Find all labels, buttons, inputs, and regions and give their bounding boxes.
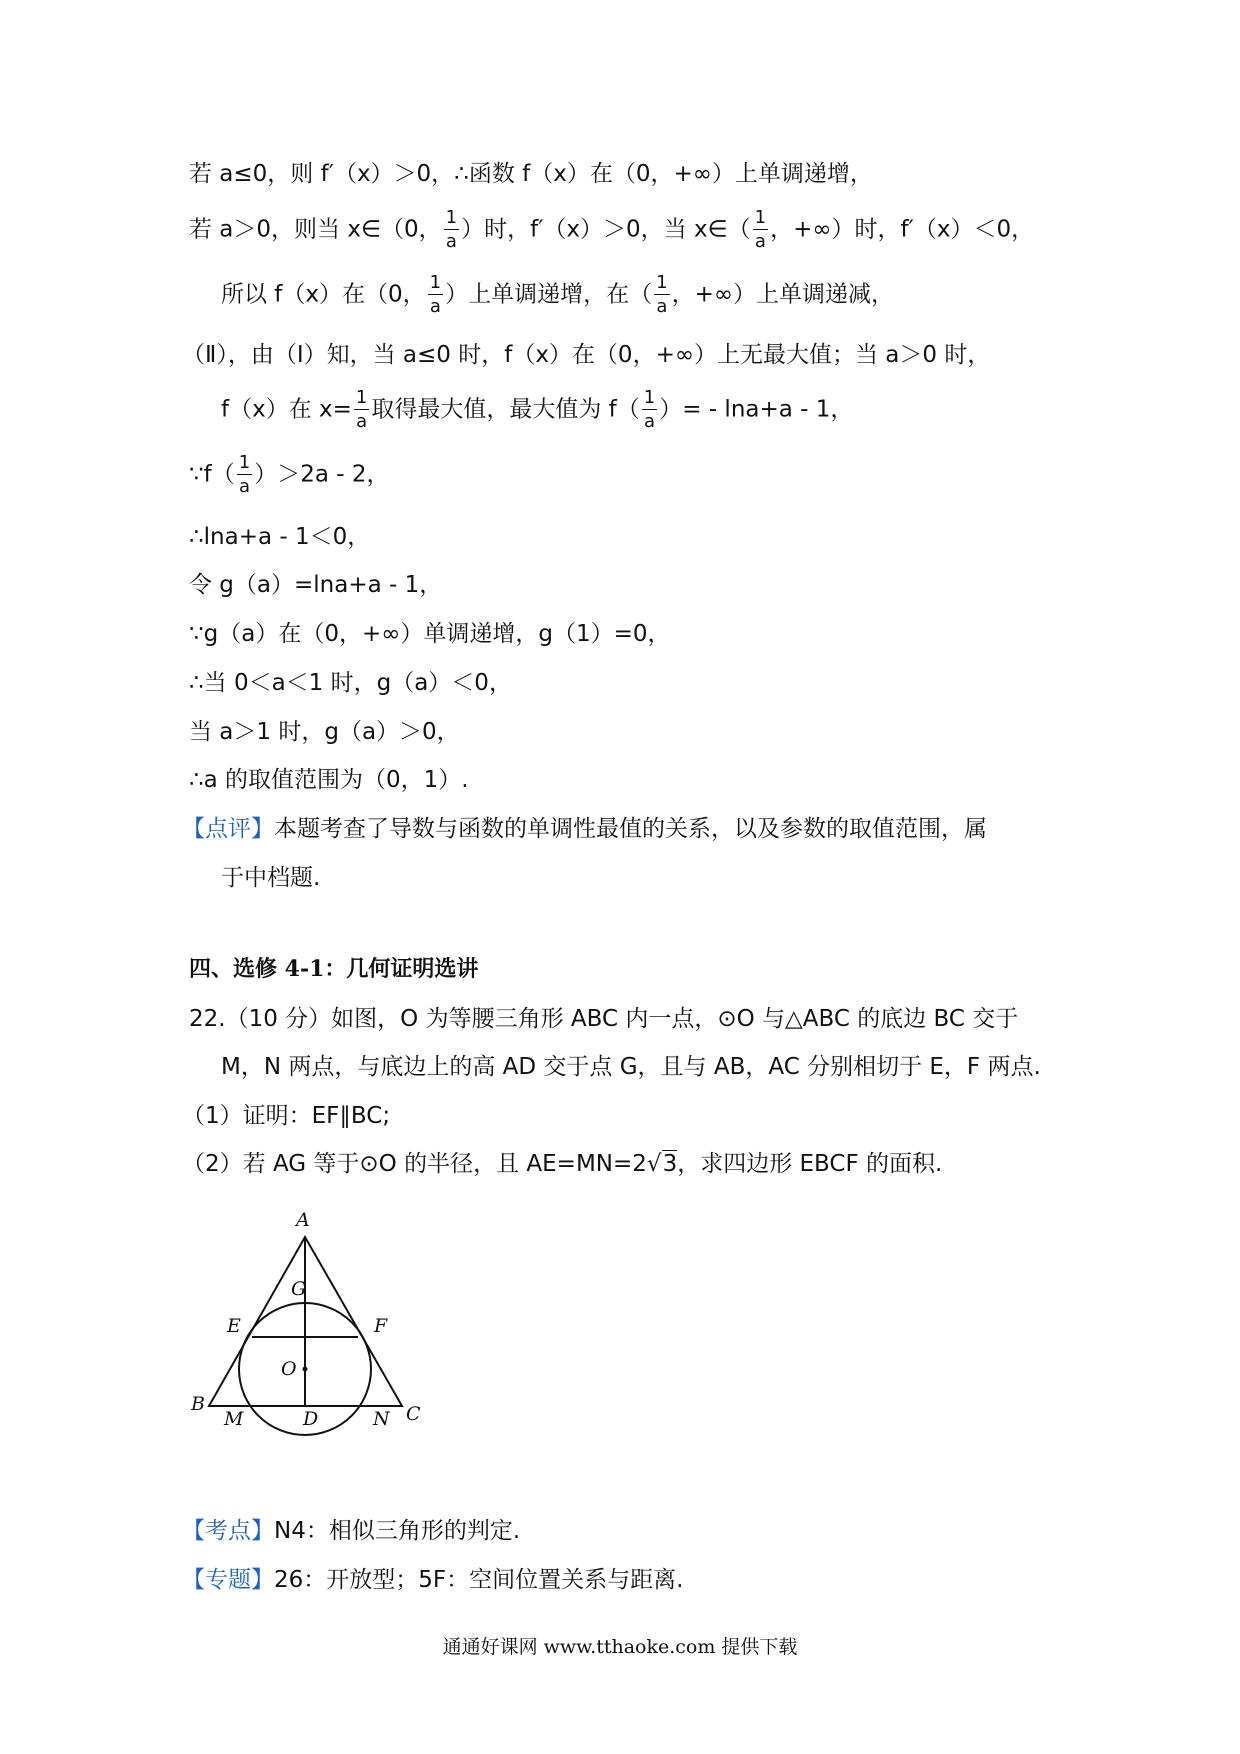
solution-line-10: ∴当 0＜a＜1 时，g（a）＜0，: [189, 670, 512, 696]
line-5-part-a: f（x）在 x=: [221, 396, 352, 423]
solution-line-4: （Ⅱ），由（Ⅰ）知，当 a≤0 时，f（x）在（0，+∞）上无最大值；当 a＞0 时，: [182, 342, 991, 368]
label-g: G: [291, 1278, 307, 1300]
question-22-part-2: [182, 1153, 942, 1176]
zhuanti-tag: 【专题】: [182, 1567, 274, 1593]
kaodian-tag: 【考点】: [182, 1518, 274, 1544]
line-2-part-a: 若 a＞0，则当 x∈（0，: [189, 216, 442, 243]
label-e: E: [227, 1315, 241, 1337]
solution-line-9: ∵g（a）在（0，+∞）单调递增，g（1）=0，: [189, 621, 671, 647]
line-6-part-b: ）＞2a - 2，: [254, 461, 390, 488]
zhuanti-text: 26：开放型；5F：空间位置关系与距离.: [274, 1567, 684, 1593]
label-o: O: [281, 1358, 297, 1380]
label-n: N: [373, 1408, 390, 1430]
line-3-part-a: 所以 f（x）在（0，: [221, 281, 426, 308]
geometry-figure: [188, 1210, 428, 1450]
label-b: B: [191, 1393, 205, 1415]
label-c: C: [406, 1403, 421, 1425]
line-3-part-c: ，+∞）上单调递减，: [671, 281, 894, 308]
solution-line-6: [189, 454, 389, 496]
page-footer: 通通好课网 www.tthaoke.com 提供下载: [442, 1636, 798, 1658]
label-f: F: [374, 1315, 388, 1337]
line-5-part-c: ）= - lna+a - 1，: [659, 396, 854, 423]
fraction-1-over-a: $\frac{1}{a}$: [445, 207, 458, 252]
label-m: M: [224, 1408, 244, 1430]
label-a: A: [296, 1210, 310, 1231]
fraction-1-over-a: $\frac{1}{a}$: [754, 207, 767, 252]
kaodian-text: N4：相似三角形的判定.: [274, 1518, 521, 1544]
line-5-part-b: 取得最大值，最大值为 f（: [371, 396, 640, 423]
review-text: 本题考查了导数与函数的单调性最值的关系，以及参数的取值范围，属: [274, 816, 987, 842]
line-2-part-c: ，+∞）时，f′（x）＜0，: [770, 216, 1035, 243]
fraction-1-over-a: $\frac{1}{a}$: [656, 272, 668, 317]
label-d: D: [303, 1408, 319, 1430]
question-22-line-1: 22.（10 分）如图，O 为等腰三角形 ABC 内一点，⊙O 与△ABC 的底边 BC 交于: [189, 1006, 1019, 1032]
part-2-text-a: （2）若 AG 等于⊙O 的半径，且 AE=MN=2: [182, 1151, 647, 1177]
review-line-1: [182, 818, 987, 841]
solution-line-7: ∴lna+a - 1＜0，: [189, 524, 371, 550]
line-6-part-a: ∵f（: [189, 461, 235, 488]
solution-line-11: 当 a＞1 时，g（a）＞0，: [189, 719, 460, 745]
solution-line-3: [221, 274, 894, 316]
part-2-text-b: ，求四边形 EBCF 的面积.: [677, 1151, 943, 1177]
solution-line-12: ∴a 的取值范围为（0，1）.: [189, 767, 469, 793]
review-tag: 【点评】: [182, 816, 274, 842]
question-22-line-2: M，N 两点，与底边上的高 AD 交于点 G，且与 AB，AC 分别相切于 E，F 两点.: [221, 1054, 1041, 1080]
kaodian-line: [182, 1520, 520, 1543]
solution-line-2: [189, 209, 1034, 251]
solution-line-8: 令 g（a）=lna+a - 1，: [189, 572, 443, 598]
center-point-o: [303, 1367, 308, 1372]
solution-line-5: [221, 389, 853, 431]
line-3-part-b: ）上单调递增，在（: [445, 281, 653, 308]
fraction-1-over-a: $\frac{1}{a}$: [429, 272, 442, 317]
fraction-1-over-a: $\frac{1}{a}$: [355, 387, 368, 432]
section-heading: 四、选修 4-1：几何证明选讲: [189, 956, 479, 982]
fraction-1-over-a: $\frac{1}{a}$: [643, 387, 656, 432]
sqrt-3: √3: [646, 1151, 678, 1177]
question-22-part-1: （1）证明：EF∥BC;: [182, 1103, 391, 1129]
solution-line-1: 若 a≤0，则 f′（x）＞0，∴函数 f（x）在（0，+∞）上单调递增，: [189, 161, 873, 187]
zhuanti-line: [182, 1569, 683, 1592]
fraction-1-over-a: $\frac{1}{a}$: [238, 452, 251, 497]
line-2-part-b: ）时，f′（x）＞0，当 x∈（: [461, 216, 751, 243]
review-line-2: 于中档题.: [221, 865, 321, 891]
